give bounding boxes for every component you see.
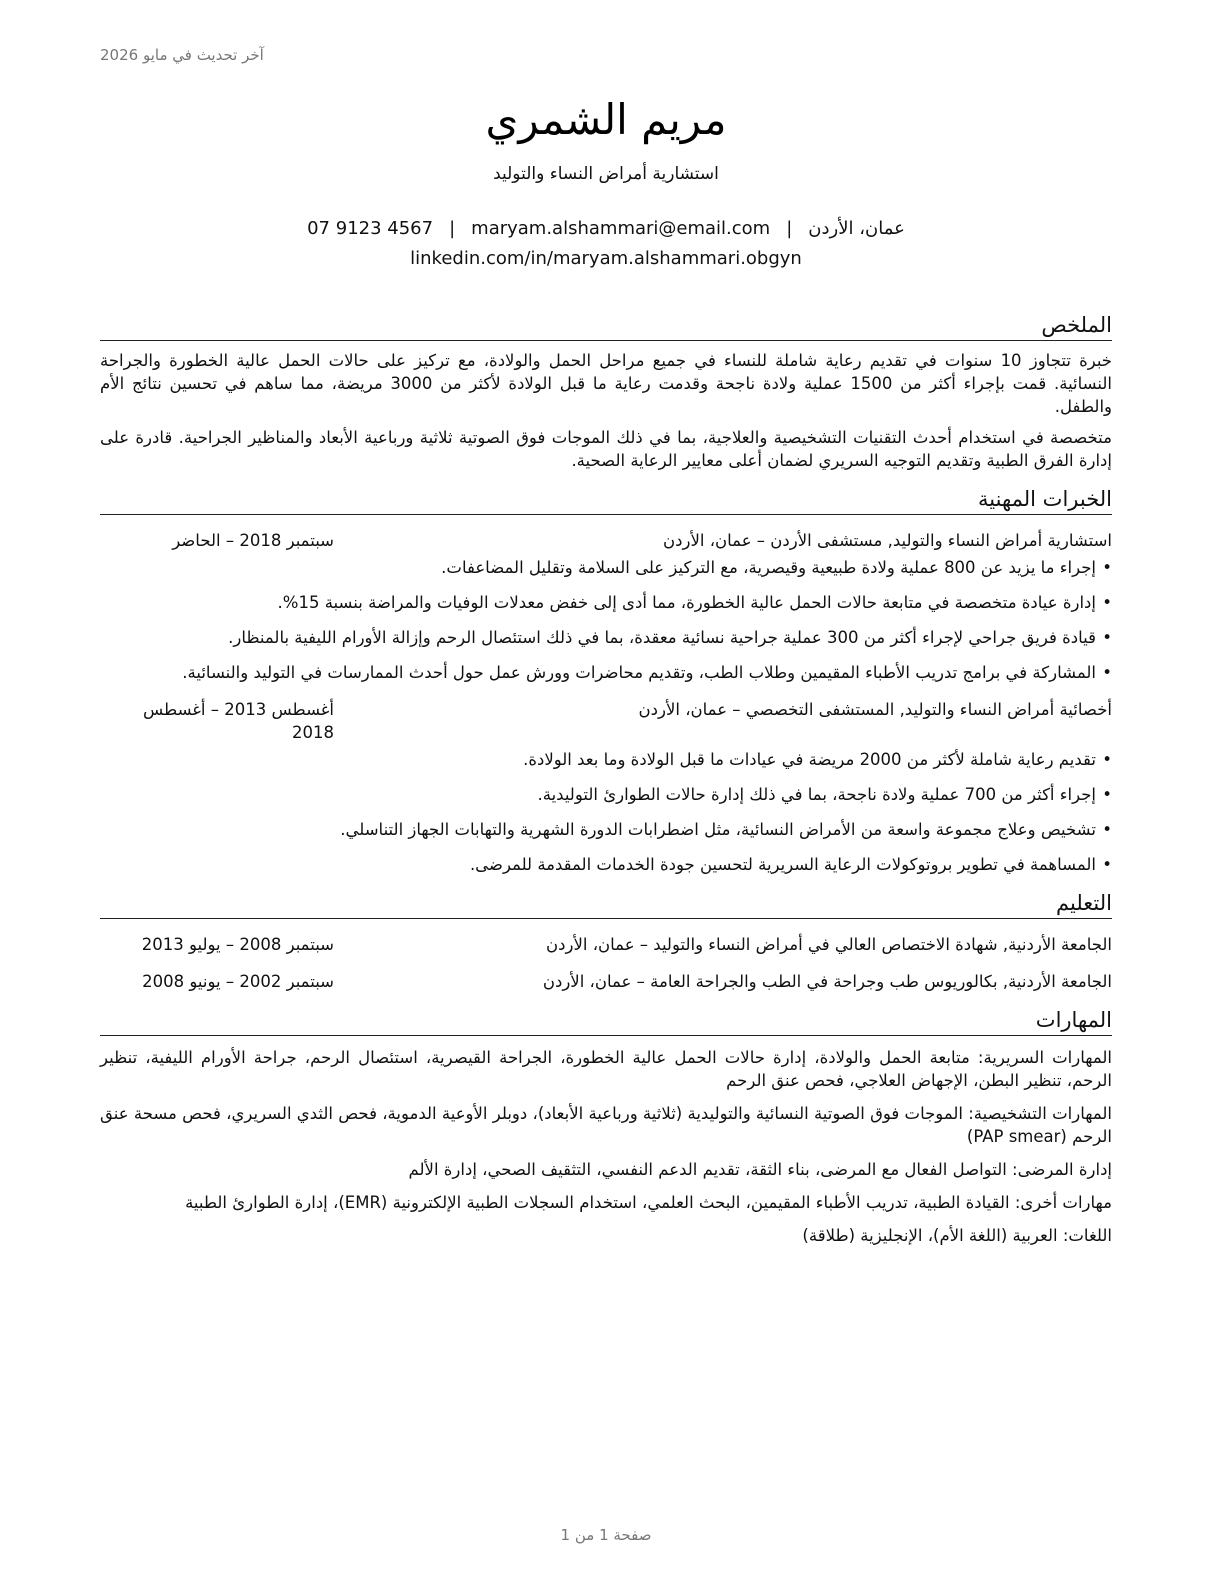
skill-line: اللغات: العربية (اللغة الأم)، الإنجليزية (طلاقة) bbox=[802, 1226, 1112, 1245]
contact-location: عمان، الأردن bbox=[808, 218, 905, 239]
resume-page bbox=[100, 0, 1112, 1584]
education-entry bbox=[100, 933, 1112, 956]
job-bullet: • المساهمة في تطوير بروتوكولات الرعاية السريرية لتحسين جودة الخدمات المقدمة للمرضى. bbox=[100, 853, 1112, 876]
skills-section bbox=[100, 1007, 1112, 1247]
job-bullet: • قيادة فريق جراحي لإجراء أكثر من 300 عملية جراحية نسائية معقدة، بما في ذلك استئصال الرحم وإزالة الأورام الليفية بالمنظار. bbox=[100, 626, 1112, 649]
education-entry bbox=[100, 970, 1112, 993]
job-bullet: • تقديم رعاية شاملة لأكثر من 2000 مريضة في عيادات ما قبل الولادة وما بعد الولادة. bbox=[100, 748, 1112, 771]
summary-paragraph: خبرة تتجاوز 10 سنوات في تقديم رعاية شاملة للنساء في جميع مراحل الحمل والولادة، مع تركيز على حالات الحمل عالية الخطورة والجراحة النسائية. قمت بإجراء أكثر من 1500 عملية ولادة ناجحة وقدمت رعاية ما قبل الولادة لأكثر من 3000 مريضة، مما ساهم في تحسين نتائج الأم والطفل. bbox=[100, 351, 1113, 416]
contact-info bbox=[100, 214, 1112, 274]
education-degree: الجامعة الأردنية, شهادة الاختصاص العالي في أمراض النساء والتوليد – عمان، الأردن bbox=[546, 935, 1112, 954]
job-bullet: • تشخيص وعلاج مجموعة واسعة من الأمراض النسائية، مثل اضطرابات الدورة الشهرية والتهابات الجهاز التناسلي. bbox=[100, 818, 1112, 841]
job-entry bbox=[100, 698, 1112, 876]
job-dates: سبتمبر 2018 – الحاضر bbox=[172, 531, 334, 550]
contact-line-1 bbox=[100, 214, 1112, 244]
last-updated-note: آخر تحديث في مايو 2026 bbox=[100, 46, 264, 64]
job-bullet: • إدارة عيادة متخصصة في متابعة حالات الحمل عالية الخطورة، مما أدى إلى خفض معدلات الوفيات والمراضة بنسبة 15%. bbox=[100, 591, 1112, 614]
skill-line: إدارة المرضى: التواصل الفعال مع المرضى، بناء الثقة، تقديم الدعم النفسي، التثقيف الصحي، إدارة الألم bbox=[408, 1160, 1112, 1179]
job-dates: أغسطس 2013 – أغسطس 2018 bbox=[143, 700, 334, 742]
section-heading-skills: المهارات bbox=[100, 1007, 1112, 1036]
job-bullets bbox=[100, 556, 1112, 684]
section-heading-summary: الملخص bbox=[100, 312, 1112, 341]
experience-section bbox=[100, 486, 1112, 876]
summary-section bbox=[100, 312, 1112, 472]
contact-phone: 07 9123 4567 bbox=[307, 218, 434, 239]
skill-line: المهارات السريرية: متابعة الحمل والولادة، إدارة حالات الحمل عالية الخطورة، الجراحة القيصرية، استئصال الرحم، جراحة الأورام الليفية، تنظير الرحم، تنظير البطن، الإجهاض العلاجي، فحص عنق الرحم bbox=[100, 1048, 1112, 1090]
education-dates: سبتمبر 2002 – يونيو 2008 bbox=[142, 972, 334, 991]
contact-separator: | bbox=[786, 218, 793, 239]
job-role: أخصائية أمراض النساء والتوليد, المستشفى التخصصي – عمان، الأردن bbox=[638, 700, 1112, 719]
candidate-name: مريم الشمري bbox=[485, 95, 727, 144]
summary-paragraph: متخصصة في استخدام أحدث التقنيات التشخيصية والعلاجية، بما في ذلك الموجات فوق الصوتية ثلاثية ورباعية الأبعاد والمناظير الجراحية. قادرة على إدارة الفرق الطبية وتقديم التوجيه السريري لضمان أعلى معايير الرعاية الصحية. bbox=[100, 428, 1112, 470]
contact-email[interactable]: maryam.alshammari@email.com bbox=[471, 218, 771, 239]
education-section bbox=[100, 890, 1112, 993]
page-number: صفحة 1 من 1 bbox=[560, 1526, 652, 1544]
contact-linkedin[interactable]: linkedin.com/in/maryam.alshammari.obgyn bbox=[410, 248, 802, 269]
job-header bbox=[100, 529, 1112, 552]
candidate-title: استشارية أمراض النساء والتوليد bbox=[493, 164, 719, 184]
job-bullet: • المشاركة في برامج تدريب الأطباء المقيمين وطلاب الطب، وتقديم محاضرات وورش عمل حول أحدث الممارسات في التوليد والنسائية. bbox=[100, 661, 1112, 684]
job-role: استشارية أمراض النساء والتوليد, مستشفى الأردن – عمان، الأردن bbox=[663, 531, 1112, 550]
job-entry bbox=[100, 529, 1112, 684]
job-header bbox=[100, 698, 1112, 744]
contact-separator: | bbox=[449, 218, 456, 239]
resume-header bbox=[100, 90, 1112, 274]
skill-line: مهارات أخرى: القيادة الطبية، تدريب الأطباء المقيمين، البحث العلمي، استخدام السجلات الطبية الإلكترونية (EMR)، إدارة الطوارئ الطبية bbox=[185, 1193, 1112, 1212]
skill-line: المهارات التشخيصية: الموجات فوق الصوتية النسائية والتوليدية (ثلاثية ورباعية الأبعاد)، دوبلر الأوعية الدموية، فحص الثدي السريري، فحص مسحة عنق الرحم (PAP smear) bbox=[100, 1104, 1112, 1146]
section-heading-experience: الخبرات المهنية bbox=[100, 486, 1112, 515]
resume-body bbox=[100, 312, 1112, 1261]
education-degree: الجامعة الأردنية, بكالوريوس طب وجراحة في الطب والجراحة العامة – عمان، الأردن bbox=[542, 972, 1112, 991]
education-dates: سبتمبر 2008 – يوليو 2013 bbox=[141, 935, 334, 954]
job-bullet: • إجراء أكثر من 700 عملية ولادة ناجحة، بما في ذلك إدارة حالات الطوارئ التوليدية. bbox=[100, 783, 1112, 806]
contact-line-2 bbox=[100, 244, 1112, 274]
job-bullets bbox=[100, 748, 1112, 876]
job-bullet: • إجراء ما يزيد عن 800 عملية ولادة طبيعية وقيصرية، مع التركيز على السلامة وتقليل المضاعفات. bbox=[100, 556, 1112, 579]
section-heading-education: التعليم bbox=[100, 890, 1112, 919]
